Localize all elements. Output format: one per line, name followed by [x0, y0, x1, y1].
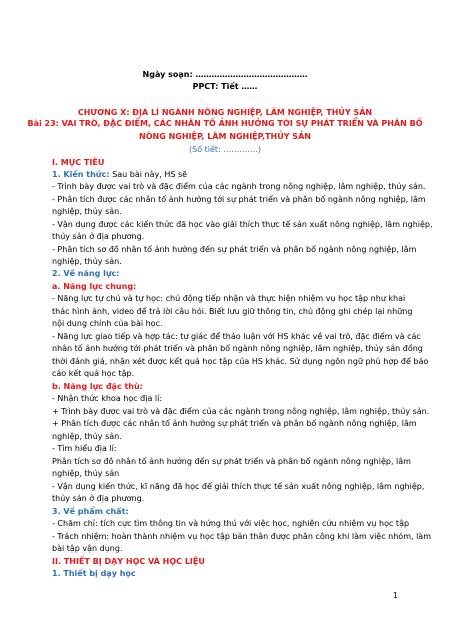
- body-line: - Vận dụng kiến thức, kĩ năng đã học để giải thích thực tế sản xuất nông nghiệp, lâm nghiệp,: [52, 482, 425, 491]
- subheading: 1. Kiến thức:: [52, 170, 113, 179]
- body-line: - Trách nhiệm: hoàn thành nhiệm vụ học tập bản thân được phân công khi làm việc nhóm, làm: [52, 532, 431, 541]
- body-line: - Phân tích sơ đồ nhân tố ảnh hưởng đến sự phát triển và phân bố ngành nông nghiệp, lâm: [52, 245, 417, 254]
- body-line: - Phân tích được các nhân tố ảnh hưởng tới sự phát triển và phân bố ngành nông nghiệp, lâm: [52, 195, 426, 204]
- subheading: 2. Về năng lực:: [52, 269, 120, 278]
- body-line: thủy sản ở địa phương.: [52, 494, 145, 503]
- subheading: b. Năng lực đặc thù:: [52, 382, 143, 391]
- body-line: + Phân tích được các nhân tố ảnh hưởng sự phát triển và phân bố ngành nông nghiệp, lâm: [52, 419, 417, 428]
- body-line: - Trình bày được vai trò và đặc điểm của các ngành trong nông nghiệp, lâm nghiệp, thủy sản.: [52, 182, 426, 191]
- body-line: - Năng lực tự chủ và tự học: chủ động tiếp nhận và thực hiện nhiệm vụ học tập như khai: [52, 294, 406, 303]
- body-line: - Tìm hiểu địa lí:: [52, 444, 117, 453]
- body-line: nội dung chính của bài học.: [52, 319, 163, 328]
- subheading: a. Năng lực chung:: [52, 282, 137, 291]
- body-text: Sau bài này, HS sẽ: [112, 170, 188, 179]
- knowledge-line: [52, 169, 398, 180]
- body-line: - Năng lực giao tiếp và hợp tác: tự giác để thảo luận với HS khác về vai trò, đặc điểm và các: [52, 332, 421, 341]
- chapter-title: CHƯƠNG X: ĐỊA LÍ NGÀNH NÔNG NGHIỆP, LÂM NGHIỆP, THỦY SẢN: [77, 108, 373, 117]
- body-line: nhân tố ảnh hưởng tới phát triển và phân bố ngành nông nghiệp, lâm nghiệp, thủy sản đồng: [52, 344, 423, 353]
- body-line: bài tập vận dụng.: [52, 544, 123, 553]
- subheading: 1. Thiết bị dạy học: [52, 569, 136, 578]
- body-line: + Trình bày được vai trò và đặc điểm của các ngành trong nông nghiệp, lâm nghiệp, thủy sản.: [52, 407, 430, 416]
- section-heading: I. MỤC TIÊU: [52, 158, 105, 167]
- ppct-line: PPCT: Tiết ……: [192, 82, 258, 91]
- body-line: thời đánh giá, nhận xét được kết quả học tập của HS khác. Sử dụng ngôn ngữ phù hợp để báo: [52, 357, 429, 366]
- body-line: nghiệp, thủy sản.: [52, 257, 122, 266]
- body-line: thác hình ảnh, video để trả lời câu hỏi. Biết lưu giữ thông tin, chủ động ghi chép lại những: [52, 307, 413, 316]
- body-line: - Vận dụng được các kiến thức đã học vào giải thích thực tế sản xuất nông nghiệp, lâm nghiệp,: [52, 220, 433, 229]
- body-line: cáo kết quả học tập.: [52, 369, 135, 378]
- body-line: - Nhận thức khoa học địa lí:: [52, 394, 163, 403]
- body-line: Phân tích sơ đồ nhân tố ảnh hưởng đến sự phát triển và phân bố ngành nông nghiệp, lâm: [52, 457, 411, 466]
- page-number: 1: [393, 591, 398, 600]
- date-line: Ngày soạn: ……………………………………: [142, 70, 308, 79]
- body-line: thủy sản ở địa phương.: [52, 232, 145, 241]
- lesson-title-line-2: NÔNG NGHIỆP, LÂM NGHIỆP,THỦY SẢN: [139, 132, 311, 141]
- body-line: - Chăm chỉ: tích cực tìm thông tin và hứng thú với việc học, nghiên cứu nhiệm vụ học tập: [52, 519, 410, 528]
- body-line: nghiệp, thủy sản: [52, 469, 120, 478]
- section-heading: II. THIẾT BỊ DẠY HỌC VÀ HỌC LIỆU: [52, 557, 205, 566]
- subheading: 3. Về phẩm chất:: [52, 507, 129, 516]
- body-line: nghiệp, thủy sản.: [52, 432, 122, 441]
- body-line: nghiệp, thủy sản.: [52, 207, 122, 216]
- periods-note: (Số tiết: ………….): [189, 145, 261, 154]
- lesson-title-line-1: Bài 23: VAI TRÒ, ĐẶC ĐIỂM, CÁC NHÂN TỐ ẢNH HƯỞNG TỚI SỰ PHÁT TRIỂN VÀ PHÂN BỐ: [27, 119, 423, 128]
